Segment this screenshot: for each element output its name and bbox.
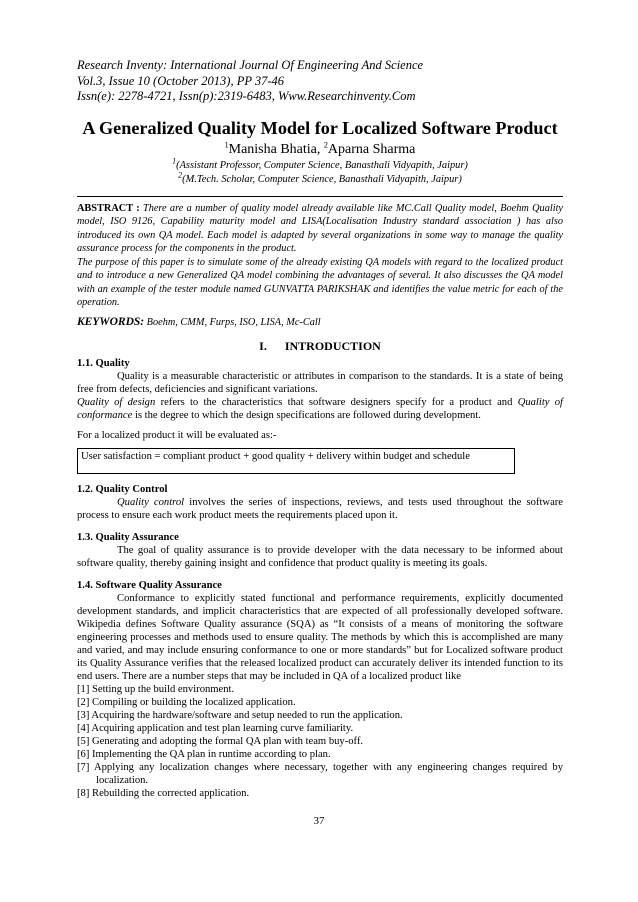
author-2-sup: 2 xyxy=(323,139,328,149)
journal-line-3: Issn(e): 2278-4721, Issn(p):2319-6483, Www.Researchinventy.Com xyxy=(77,89,416,103)
term-quality-of-conformance: Quality of conformance xyxy=(77,396,563,421)
list-item: [6] Implementing the QA plan in runtime according to plan. xyxy=(77,748,331,760)
list-item: [4] Acquiring application and test plan learning curve familiarity. xyxy=(77,722,354,734)
heading-quality: 1.1. Quality xyxy=(77,357,130,369)
quality-assurance-paragraph: The goal of quality assurance is to provide developer with the data necessary to be informed about software quality, thereby gaining insight and confidence that product quality is meeting its goals. xyxy=(77,544,563,569)
heading-quality-assurance: 1.3. Quality Assurance xyxy=(77,531,179,543)
heading-software-quality-assurance: 1.4. Software Quality Assurance xyxy=(77,579,222,591)
list-item: [8] Rebuilding the corrected application. xyxy=(77,787,250,799)
page-body xyxy=(77,58,563,800)
keywords xyxy=(77,316,563,329)
journal-line-2: Vol.3, Issue 10 (October 2013), PP 37-46 xyxy=(77,73,285,88)
section-number: I. xyxy=(259,338,267,353)
quality-paragraph-2 xyxy=(77,396,563,422)
section-title: INTRODUCTION xyxy=(284,338,381,353)
quality-p2-text-1: refers to the characteristics that software designers specify for a product and xyxy=(155,396,518,408)
quality-control-text: involves the series of inspections, reviews, and tests used throughout the software process to ensure each work product meets the requirements placed upon it. xyxy=(77,496,564,521)
author-2: Aparna Sharma xyxy=(327,141,416,157)
term-quality-of-design: Quality of design xyxy=(77,396,156,408)
quality-control-paragraph xyxy=(77,496,563,522)
affiliation-1 xyxy=(77,156,563,173)
list-item: [2] Compiling or building the localized application. xyxy=(77,696,296,708)
term-quality-control: Quality control xyxy=(117,496,185,508)
author-1-sup: 1 xyxy=(224,139,229,149)
qa-steps-list xyxy=(77,683,563,800)
keywords-label: KEYWORDS: xyxy=(77,315,145,328)
affiliation-1-text: (Assistant Professor, Computer Science, Banasthali Vidyapith, Jaipur) xyxy=(176,159,468,171)
sqa-paragraph: Conformance to explicitly stated functional and performance requirements, explicitly documented development standards, and implicit characteristics that are expected of all professionally developed software. Wikipedia defines Software Quality assurance (SQA) as “It consists of a means of monitoring the software engineering processes and methods used to ensure quality. The methods by which this is accomplished are many and varied, and may include ensuring conformance to one or more standards” but for Localized software product its Quality Assurance verifies that the released localized product can accurately deliver its intended function to its end users. There are a number steps that may be included in QA of a localized product like xyxy=(77,592,563,682)
list-item: [5] Generating and adopting the formal QA plan with team buy-off. xyxy=(77,735,364,747)
affiliation-2-sup: 2 xyxy=(178,170,183,180)
list-item: [7] Applying any localization changes where necessary, together with any engineering changes required by localization. xyxy=(77,761,563,786)
abstract-p1 xyxy=(77,202,563,256)
heading-quality-control: 1.2. Quality Control xyxy=(77,483,168,495)
paper-title: A Generalized Quality Model for Localized Software Product xyxy=(82,117,558,138)
affiliation-2-text: (M.Tech. Scholar, Computer Science, Banasthali Vidyapith, Jaipur) xyxy=(182,173,462,185)
section-heading-introduction xyxy=(77,339,563,354)
journal-header xyxy=(77,58,563,105)
list-item: [1] Setting up the build environment. xyxy=(77,683,235,695)
formula-box: User satisfaction = compliant product + good quality + delivery within budget and schedule xyxy=(77,448,515,474)
abstract-label: ABSTRACT : xyxy=(77,202,143,214)
affiliation-1-sup: 1 xyxy=(172,156,177,166)
quality-paragraph-1: Quality is a measurable characteristic or attributes in comparison to the standards. It is a state of being free from defects, deficiencies and significant variations. xyxy=(77,370,563,395)
authors xyxy=(77,141,563,159)
abstract-p2: The purpose of this paper is to simulate some of the already existing QA models with regard to the localized product and to introduce a new Generalized QA model combining the advantages of several. It also discusses the QA model with an example of the tester module named GUNVATTA PARIKSHAK and identifies the value metric for each of the operation. xyxy=(77,256,563,308)
divider xyxy=(77,196,563,197)
abstract xyxy=(77,202,563,310)
quality-p2-text-2: is the degree to which the design specifications are followed during development. xyxy=(132,409,481,421)
quality-paragraph-3: For a localized product it will be evaluated as:- xyxy=(77,429,277,441)
list-item: [3] Acquiring the hardware/software and setup needed to run the application. xyxy=(77,709,403,721)
keywords-text: Boehm, CMM, Furps, ISO, LISA, Mc-Call xyxy=(144,316,321,328)
page-number: 37 xyxy=(313,815,325,827)
author-1: Manisha Bhatia, xyxy=(228,141,324,157)
abstract-text-1: There are a number of quality model already available like MC.Call Quality model, Boehm Quality model, ISO 9126, Capability maturity model and LISA(Localisation Industry standard association ) has also introduced its own QA model. Each model is adapted by several organizations in some way to manage the quality assurance process for the components in the product. xyxy=(77,202,563,254)
affiliation-2 xyxy=(77,170,563,187)
journal-line-1: Research Inventy: International Journal Of Engineering And Science xyxy=(77,58,424,72)
